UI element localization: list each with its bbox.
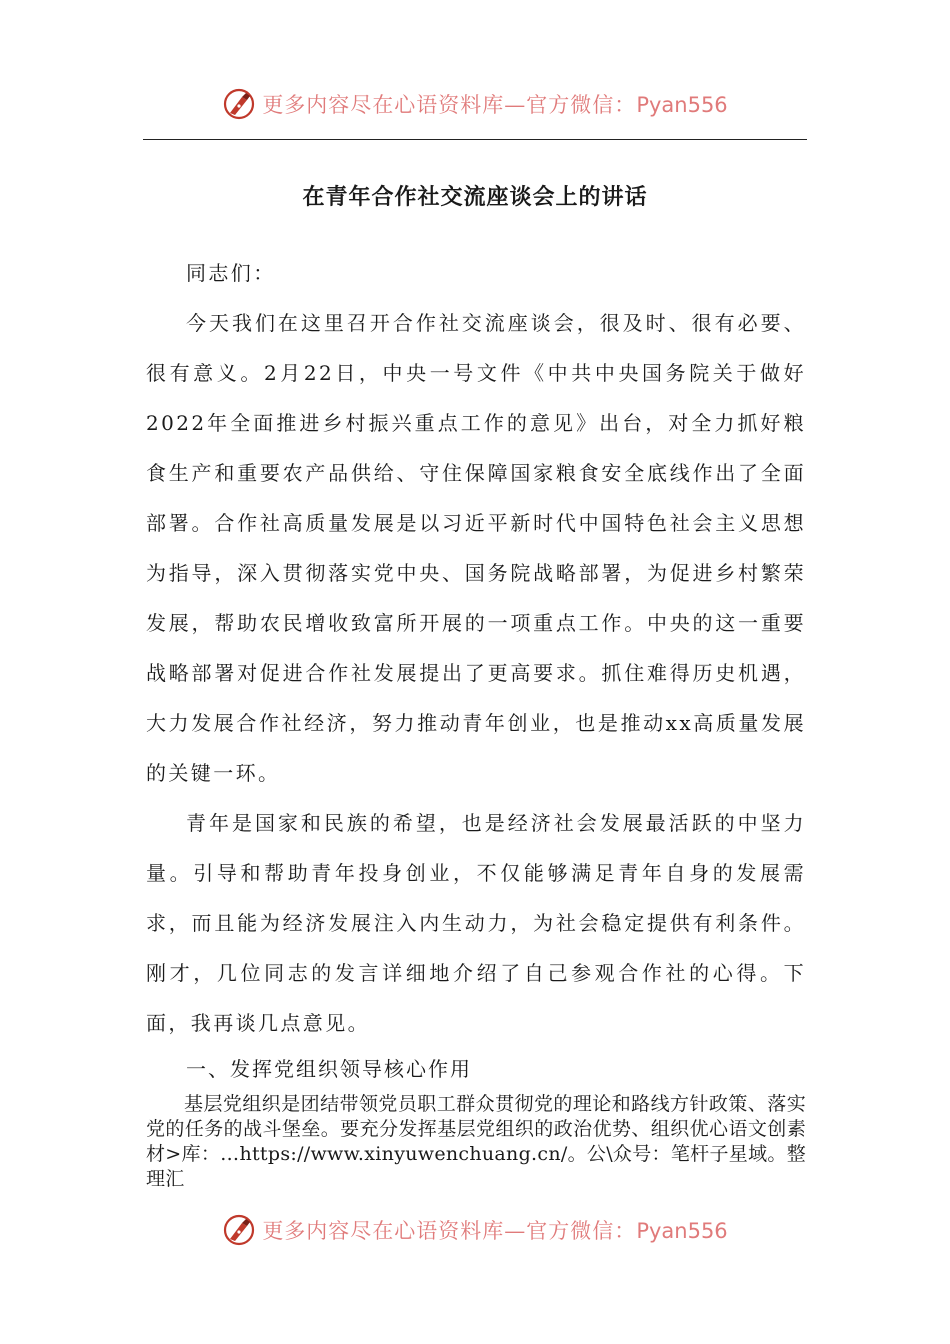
paragraph-2	[146, 798, 806, 1048]
greeting	[146, 248, 806, 298]
section-paragraph	[146, 1092, 806, 1192]
paragraph-1	[146, 298, 806, 798]
section-paragraph-text: 基层党组织是团结带领党员职工群众贯彻党的理论和路线方针政策、落实党的任务的战斗堡垒。要充分发挥基层党组织的政治优势、组织优心语文创素材>库：…https://www.xinyuwenchuang.cn/。公\众号：笔杆子星域。整理汇	[146, 1093, 806, 1190]
greeting-text: 同志们：	[186, 261, 276, 285]
watermark-text: 更多内容尽在心语资料库—官方微信：Pyan556	[262, 93, 728, 117]
paragraph-text: 青年是国家和民族的希望，也是经济社会发展最活跃的中坚力量。引导和帮助青年投身创业，不仅能够满足青年自身的发展需求，而且能为经济发展注入内生动力，为社会稳定提供有利条件。刚才，几位同志的发言详细地介绍了自己参观合作社的心得。下面，我再谈几点意见。	[146, 811, 806, 1035]
section-heading: 一、发挥党组织领导核心作用	[186, 1057, 472, 1081]
document-title: 在青年合作社交流座谈会上的讲话	[302, 185, 648, 210]
header-divider	[143, 139, 807, 140]
pen-nib-logo-icon	[222, 87, 256, 121]
paragraph-text: 今天我们在这里召开合作社交流座谈会，很及时、很有必要、很有意义。2月22日，中央一号文件《中共中央国务院关于做好2022年全面推进乡村振兴重点工作的意见》出台，对全力抓好粮食生产和重要农产品供给、守住保障国家粮食安全底线作出了全面部署。合作社高质量发展是以习近平新时代中国特色社会主义思想为指导，深入贯彻落实党中央、国务院战略部署，为促进乡村繁荣发展，帮助农民增收致富所开展的一项重点工作。中央的这一重要战略部署对促进合作社发展提出了更高要求。抓住难得历史机遇，大力发展合作社经济，努力推动青年创业，也是推动xx高质量发展的关键一环。	[146, 311, 806, 785]
wechat-id: Pyan556	[636, 93, 728, 117]
wechat-id: Pyan556	[636, 1219, 728, 1243]
footer-watermark	[0, 1208, 950, 1252]
header-watermark	[0, 82, 950, 126]
watermark-text: 更多内容尽在心语资料库—官方微信：Pyan556	[262, 1219, 728, 1243]
pen-nib-logo-icon	[222, 1213, 256, 1247]
